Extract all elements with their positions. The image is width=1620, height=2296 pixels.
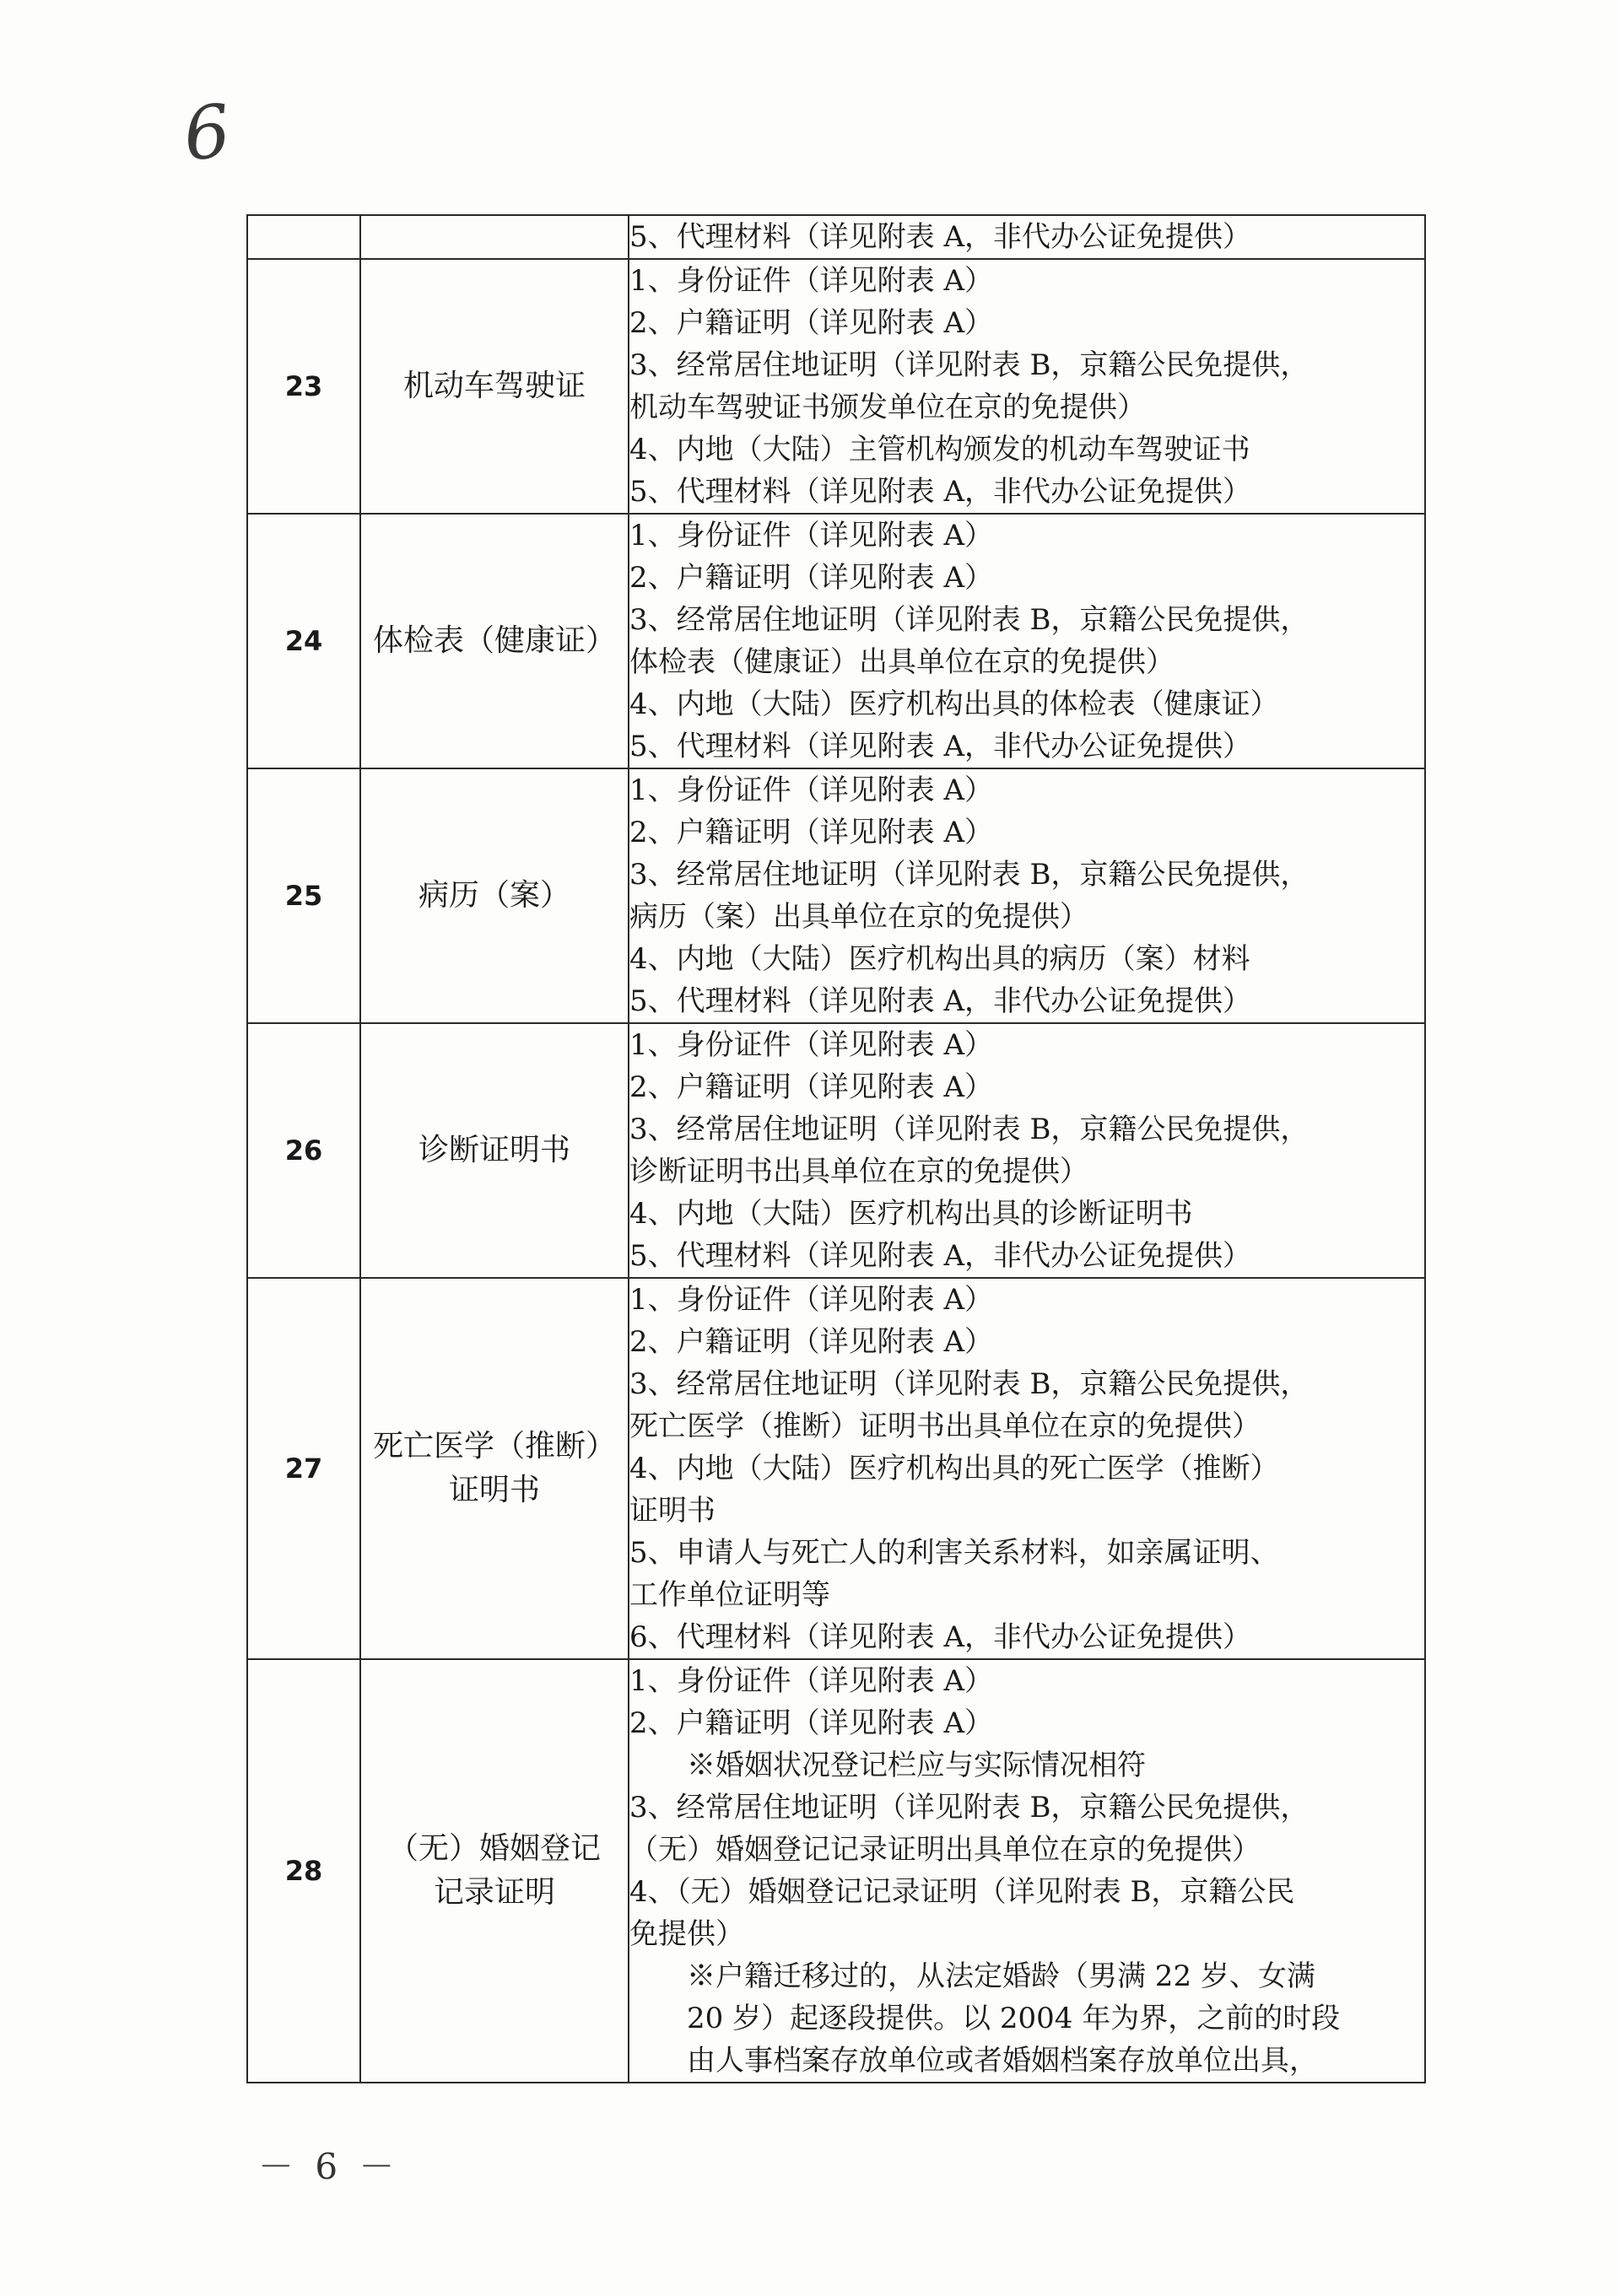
table-row <box>247 259 1425 514</box>
material-line: 2、户籍证明（详见附表 A） <box>629 1070 993 1104</box>
table-row <box>247 215 1425 259</box>
material-line: 3、经常居住地证明（详见附表 B，京籍公民免提供， <box>629 348 1310 382</box>
required-materials <box>629 215 1425 259</box>
required-materials <box>629 768 1425 1023</box>
required-materials <box>629 1023 1425 1278</box>
material-line: 机动车驾驶证书颁发单位在京的免提供） <box>629 391 1146 424</box>
material-line: 3、经常居住地证明（详见附表 B，京籍公民免提供， <box>629 1791 1310 1824</box>
document-type-name <box>360 215 629 259</box>
material-line: 5、申请人与死亡人的利害关系材料，如亲属证明、 <box>629 1536 1279 1570</box>
notarization-materials-table <box>246 214 1426 2083</box>
material-line: 4、内地（大陆）主管机构颁发的机动车驾驶证书 <box>629 433 1250 466</box>
document-type-name: 病历（案） <box>360 768 629 1023</box>
required-materials <box>629 1659 1425 2083</box>
material-line: （无）婚姻登记记录证明出具单位在京的免提供） <box>629 1833 1261 1867</box>
document-type-name: （无）婚姻登记 记录证明 <box>360 1659 629 2083</box>
row-number: 24 <box>247 514 360 768</box>
material-line: 免提供） <box>629 1917 744 1951</box>
material-line: 1、身份证件（详见附表 A） <box>629 1664 993 1698</box>
document-type-name: 诊断证明书 <box>360 1023 629 1278</box>
required-materials <box>629 514 1425 768</box>
table-row <box>247 768 1425 1023</box>
material-line: 诊断证明书出具单位在京的免提供） <box>629 1155 1088 1188</box>
material-line: 2、户籍证明（详见附表 A） <box>629 1706 993 1740</box>
material-line: 1、身份证件（详见附表 A） <box>629 519 993 552</box>
material-line: 1、身份证件（详见附表 A） <box>629 1028 993 1062</box>
material-line: 3、经常居住地证明（详见附表 B，京籍公民免提供， <box>629 603 1310 637</box>
material-line: 5、代理材料（详见附表 A，非代办公证免提供） <box>629 475 1251 509</box>
material-line: 由人事档案存放单位或者婚姻档案存放单位出具， <box>687 2044 1318 2078</box>
material-line: 证明书 <box>629 1494 716 1528</box>
table-row <box>247 514 1425 768</box>
material-line: 工作单位证明等 <box>629 1578 830 1612</box>
material-line: 4、内地（大陆）医疗机构出具的病历（案）材料 <box>629 942 1250 976</box>
table-row <box>247 1659 1425 2083</box>
material-line: ※户籍迁移过的，从法定婚龄（男满 22 岁、女满 <box>687 1959 1315 1993</box>
material-line: 5、代理材料（详见附表 A，非代办公证免提供） <box>629 730 1251 763</box>
material-line: 1、身份证件（详见附表 A） <box>629 773 993 807</box>
material-line: 4、内地（大陆）医疗机构出具的诊断证明书 <box>629 1197 1193 1231</box>
row-number: 26 <box>247 1023 360 1278</box>
material-line: 2、户籍证明（详见附表 A） <box>629 1325 993 1359</box>
material-line: 4、内地（大陆）医疗机构出具的死亡医学（推断） <box>629 1452 1279 1485</box>
material-line: 5、代理材料（详见附表 A，非代办公证免提供） <box>629 984 1251 1018</box>
material-line: 4、（无）婚姻登记记录证明（详见附表 B，京籍公民 <box>629 1875 1295 1909</box>
material-line: 体检表（健康证）出具单位在京的免提供） <box>629 645 1174 679</box>
row-number: 23 <box>247 259 360 514</box>
material-line: 5、代理材料（详见附表 A，非代办公证免提供） <box>629 1239 1251 1273</box>
material-line: 5、代理材料（详见附表 A，非代办公证免提供） <box>629 220 1251 254</box>
material-line: ※婚姻状况登记栏应与实际情况相符 <box>687 1749 1146 1782</box>
required-materials <box>629 259 1425 514</box>
material-line: 2、户籍证明（详见附表 A） <box>629 816 993 849</box>
material-line: 3、经常居住地证明（详见附表 B，京籍公民免提供， <box>629 858 1310 892</box>
document-type-name: 体检表（健康证） <box>360 514 629 768</box>
material-line: 2、户籍证明（详见附表 A） <box>629 306 993 340</box>
material-line: 4、内地（大陆）医疗机构出具的体检表（健康证） <box>629 687 1279 721</box>
material-line: 1、身份证件（详见附表 A） <box>629 1283 993 1317</box>
material-line: 2、户籍证明（详见附表 A） <box>629 561 993 595</box>
material-line: 3、经常居住地证明（详见附表 B，京籍公民免提供， <box>629 1367 1310 1401</box>
material-line: 6、代理材料（详见附表 A，非代办公证免提供） <box>629 1620 1251 1654</box>
row-number: 25 <box>247 768 360 1023</box>
document-type-name: 死亡医学（推断） 证明书 <box>360 1278 629 1659</box>
material-line: 20 岁）起逐段提供。以 2004 年为界，之前的时段 <box>687 2002 1341 2035</box>
required-materials <box>629 1278 1425 1659</box>
table-row <box>247 1278 1425 1659</box>
row-number: 28 <box>247 1659 360 2083</box>
material-line: 病历（案）出具单位在京的免提供） <box>629 900 1088 934</box>
row-number <box>247 215 360 259</box>
table-row <box>247 1023 1425 1278</box>
material-line: 1、身份证件（详见附表 A） <box>629 264 993 298</box>
handwritten-page-mark: 6 <box>179 89 235 178</box>
document-type-name: 机动车驾驶证 <box>360 259 629 514</box>
material-line: 3、经常居住地证明（详见附表 B，京籍公民免提供， <box>629 1113 1310 1146</box>
row-number: 27 <box>247 1278 360 1659</box>
material-line: 死亡医学（推断）证明书出具单位在京的免提供） <box>629 1409 1261 1443</box>
page-number: － 6 － <box>258 2146 400 2187</box>
